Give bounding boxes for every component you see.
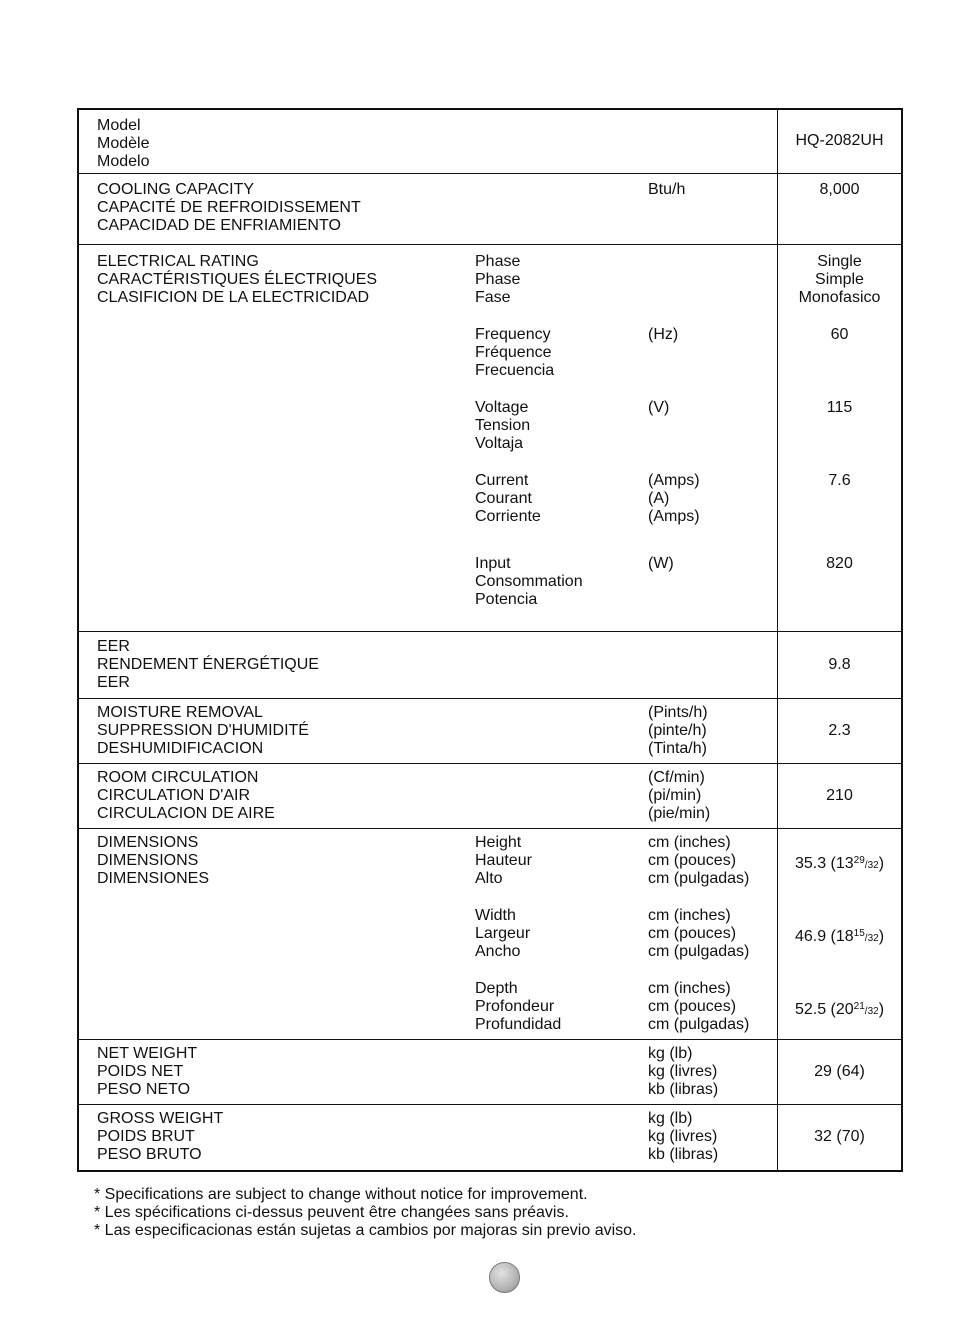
footnote-english: * Specifications are subject to change without notice for improvement.	[94, 1186, 588, 1203]
frequency-value: 60	[830, 326, 849, 343]
eer-value: 9.8	[828, 656, 851, 673]
current-value: 7.6	[828, 472, 851, 489]
row-room-circulation	[79, 764, 901, 829]
depth-label: Depth Profondeur Profundidad	[475, 980, 562, 1034]
row-cooling-capacity	[79, 174, 901, 245]
depth-value: 52.5 $(20^{21}/32)$	[794, 1001, 885, 1018]
row-dimensions	[79, 829, 901, 1040]
cooling-capacity-value: 8,000	[819, 181, 860, 198]
footnotes	[94, 1186, 637, 1241]
row-electrical-rating	[79, 245, 901, 632]
net-weight-label: NET WEIGHT POIDS NET PESO NETO	[97, 1045, 198, 1099]
height-fraction: $^{29}$/32	[853, 855, 879, 871]
moisture-removal-label: MOISTURE REMOVAL SUPPRESSION D'HUMIDITÉ DESHUMIDIFICACION	[97, 704, 309, 758]
electrical-rating-label: ELECTRICAL RATING CARACTÉRISTIQUES ÉLECTRIQUES CLASIFICION DE LA ELECTRICIDAD	[97, 253, 378, 307]
room-circulation-value: 210	[826, 787, 853, 804]
voltage-label: Voltage Tension Voltaja	[475, 399, 531, 453]
width-value: 46.9 $(18^{15}/32)$	[794, 928, 885, 945]
row-gross-weight	[79, 1105, 901, 1170]
width-label: Width Largeur Ancho	[475, 907, 531, 961]
phase-label: Phase Phase Fase	[475, 253, 521, 307]
eer-label: EER RENDEMENT ÉNERGÉTIQUE EER	[97, 638, 319, 692]
footnote-spanish: * Las especificacionas están sujetas a cambios por majoras sin previo aviso.	[94, 1222, 637, 1240]
phase-value: Single Simple Monofasico	[798, 253, 881, 307]
room-circulation-unit: (Cf/min) (pi/min) (pie/min)	[648, 769, 711, 823]
voltage-value: 115	[826, 399, 853, 416]
voltage-unit: (V)	[648, 399, 670, 416]
net-weight-unit: kg (lb) kg (livres) kb (libras)	[648, 1045, 719, 1099]
gross-weight-label: GROSS WEIGHT POIDS BRUT PESO BRUTO	[97, 1110, 224, 1164]
input-value: 820	[826, 555, 853, 572]
model-label: Model Modèle Modelo	[97, 117, 150, 171]
frequency-unit: (Hz)	[648, 326, 679, 343]
model-value: HQ-2082UH	[795, 132, 884, 149]
dimensions-label: DIMENSIONS DIMENSIONS DIMENSIONES	[97, 834, 210, 888]
footnote-french: * Les spécifications ci-dessus peuvent être changées sans préavis.	[94, 1204, 569, 1222]
gross-weight-unit: kg (lb) kg (livres) kb (libras)	[648, 1110, 719, 1164]
height-label: Height Hauteur Alto	[475, 834, 532, 888]
input-label: Input Consommation Potencia	[475, 555, 583, 609]
net-weight-value: 29 (64)	[814, 1063, 865, 1080]
height-unit: cm (inches) cm (pouces) cm (pulgadas)	[648, 834, 750, 888]
room-circulation-label: ROOM CIRCULATION CIRCULATION D'AIR CIRCULACION DE AIRE	[97, 769, 275, 823]
gross-weight-value: 32 (70)	[814, 1128, 865, 1145]
moisture-removal-value: 2.3	[828, 722, 851, 739]
width-fraction: $^{15}$/32	[853, 928, 879, 944]
current-unit: (Amps) (A) (Amps)	[648, 472, 700, 526]
depth-fraction: $^{21}$/32	[853, 1001, 879, 1017]
row-eer	[79, 632, 901, 699]
row-model	[79, 110, 901, 174]
cooling-capacity-label: COOLING CAPACITY CAPACITÉ DE REFROIDISSEMENT CAPACIDAD DE ENFRIAMIENTO	[97, 181, 361, 235]
current-label: Current Courant Corriente	[475, 472, 541, 526]
specifications-table	[77, 108, 903, 1172]
height-value: 35.3 $(13^{29}/32)$	[794, 855, 885, 872]
width-unit: cm (inches) cm (pouces) cm (pulgadas)	[648, 907, 750, 961]
frequency-label: Frequency Fréquence Frecuencia	[475, 326, 555, 380]
input-unit: (W)	[648, 555, 674, 572]
cooling-capacity-unit: Btu/h	[648, 181, 686, 198]
row-net-weight	[79, 1040, 901, 1105]
row-moisture-removal	[79, 699, 901, 764]
page-marker-circle	[489, 1262, 520, 1293]
depth-unit: cm (inches) cm (pouces) cm (pulgadas)	[648, 980, 750, 1034]
moisture-removal-unit: (Pints/h) (pinte/h) (Tinta/h)	[648, 704, 708, 758]
